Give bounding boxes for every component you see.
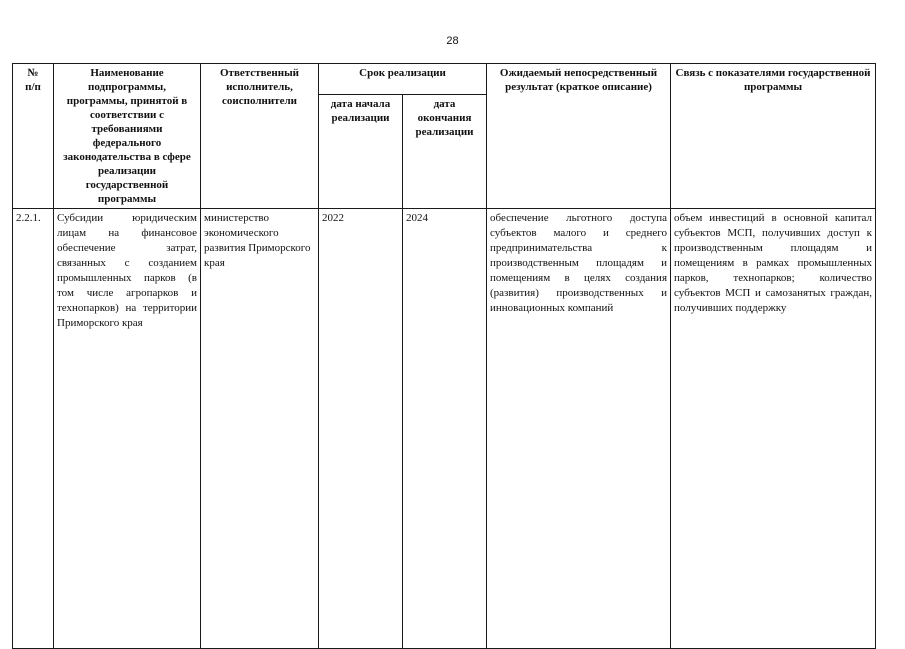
row-name: Субсидии юридическим лицам на финансовое обеспечение затрат, связанных с созданием промышленных парков (в том числе агропарков и технопарков) на территории Приморского края [54,209,201,649]
table-row [13,209,876,649]
header-num: № п/п [13,64,54,209]
header-end: дата окончания реализации [403,95,487,209]
row-link: объем инвестиций в основной капитал субъектов МСП, получивших доступ к производственным площадям и помещениям в рамках промышленных парков, технопарков; количество субъектов МСП и самозанятых граждан, получивших поддержку [671,209,876,649]
header-period: Срок реализации [319,64,487,95]
header-link: Связь с показателями государственной программы [671,64,876,209]
header-executor: Ответственный исполнитель, соисполнители [201,64,319,209]
row-executor: министерство экономического развития Приморского края [201,209,319,649]
row-result: обеспечение льготного доступа субъектов малого и среднего предпринимательства к производственным площадям и помещениям в целях создания (развития) производственных и инновационных компаний [487,209,671,649]
header-row [13,64,876,95]
header-result: Ожидаемый непосредственный результат (краткое описание) [487,64,671,209]
header-name: Наименование подпрограммы, программы, принятой в соответствии с требованиями федерального законодательства в сфере реализации государственной программы [54,64,201,209]
header-start: дата начала реализации [319,95,403,209]
row-start: 2022 [319,209,403,649]
page-number: 28 [446,35,459,47]
program-table [12,63,876,649]
row-end: 2024 [403,209,487,649]
row-num: 2.2.1. [13,209,54,649]
